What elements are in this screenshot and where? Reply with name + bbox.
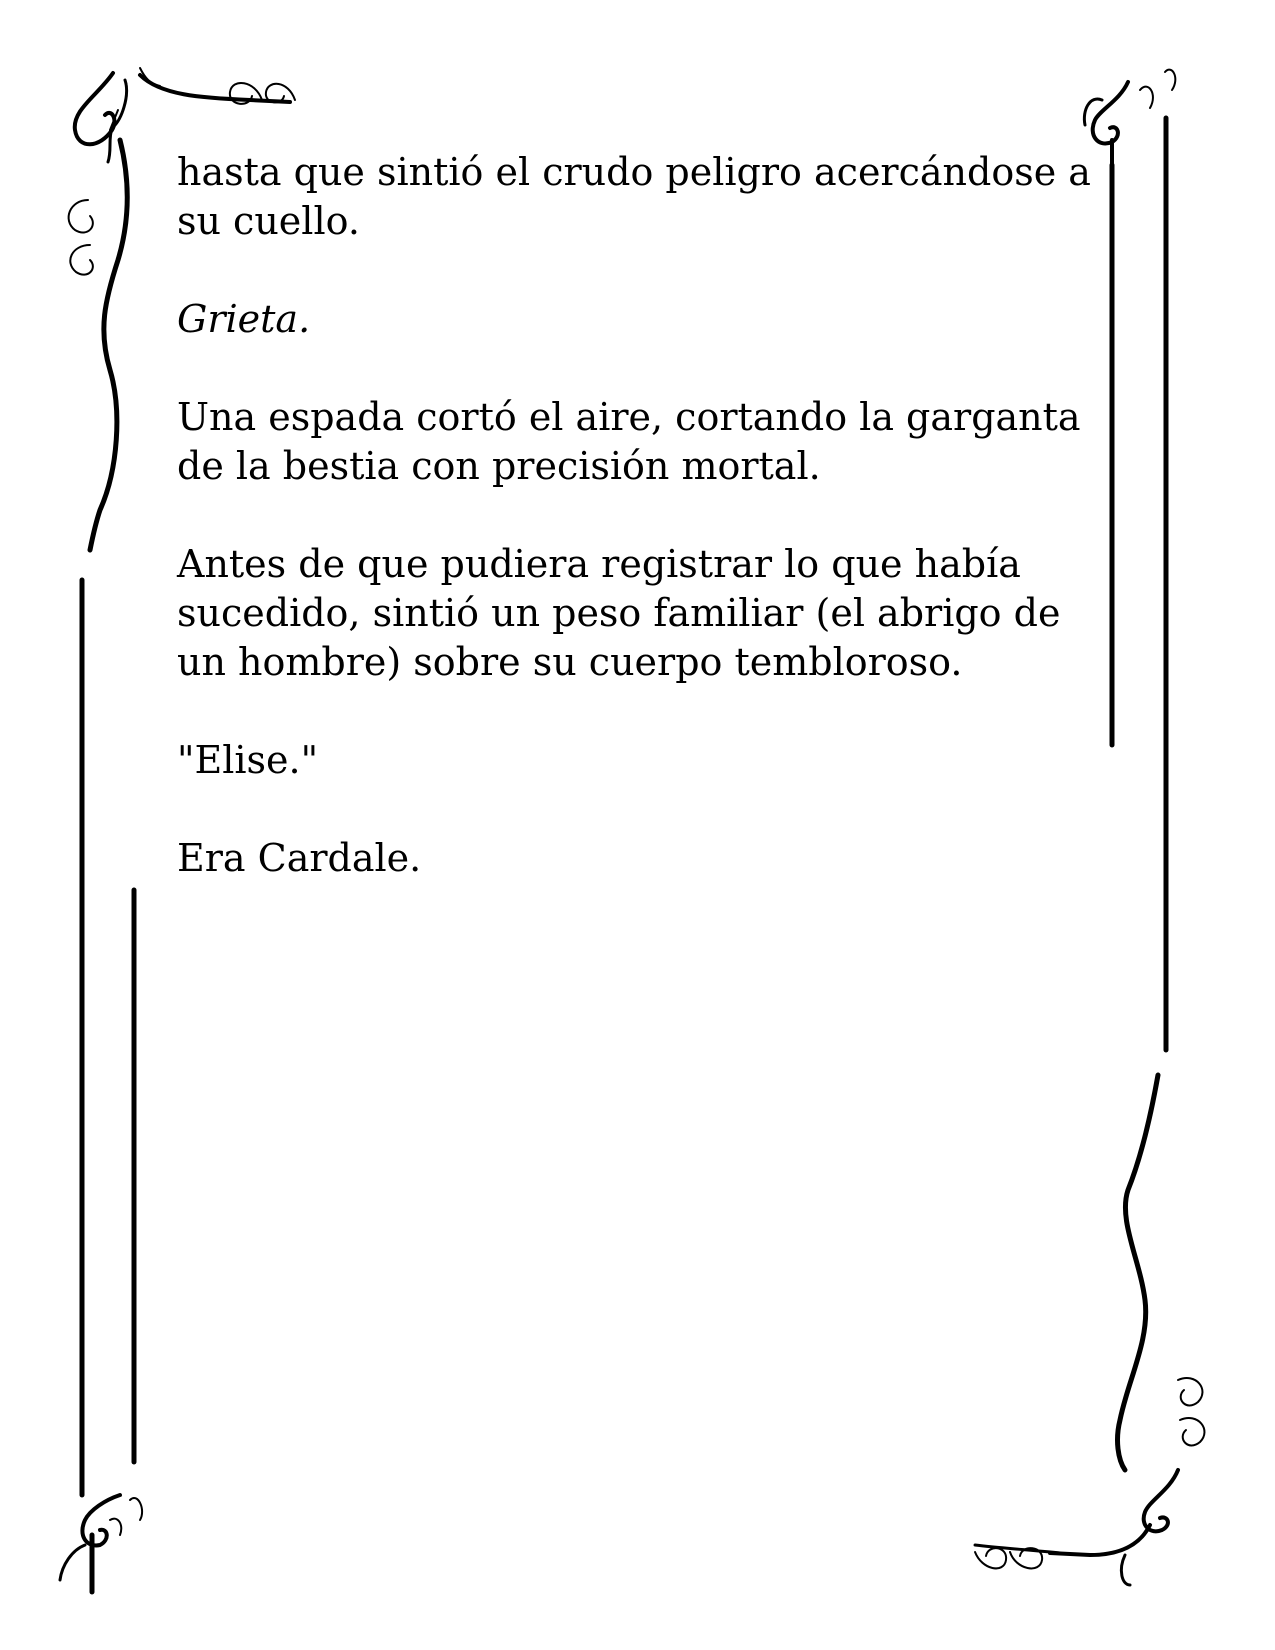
paragraph-coat: Antes de que pudiera registrar lo que había sucedido, sintió un peso familiar (el abrigo de un hombre) sobre su cuerpo tembloroso. [177,542,1061,684]
paragraph-sword: Una espada cortó el aire, cortando la garganta de la bestia con precisión mortal. [177,395,1081,488]
paragraph-crack-sound: Grieta. [177,297,311,341]
story-text-block [177,148,1097,932]
top-right-flourish-ornament [1084,70,1175,170]
bottom-right-flourish-ornament [975,1075,1204,1585]
bottom-left-flourish-ornament [60,1495,142,1592]
paragraph-danger: hasta que sintió el crudo peligro acercándose a su cuello. [177,150,1091,243]
paragraph-dialogue-elise: "Elise." [177,738,319,782]
paragraph-cardale: Era Cardale. [177,836,422,880]
